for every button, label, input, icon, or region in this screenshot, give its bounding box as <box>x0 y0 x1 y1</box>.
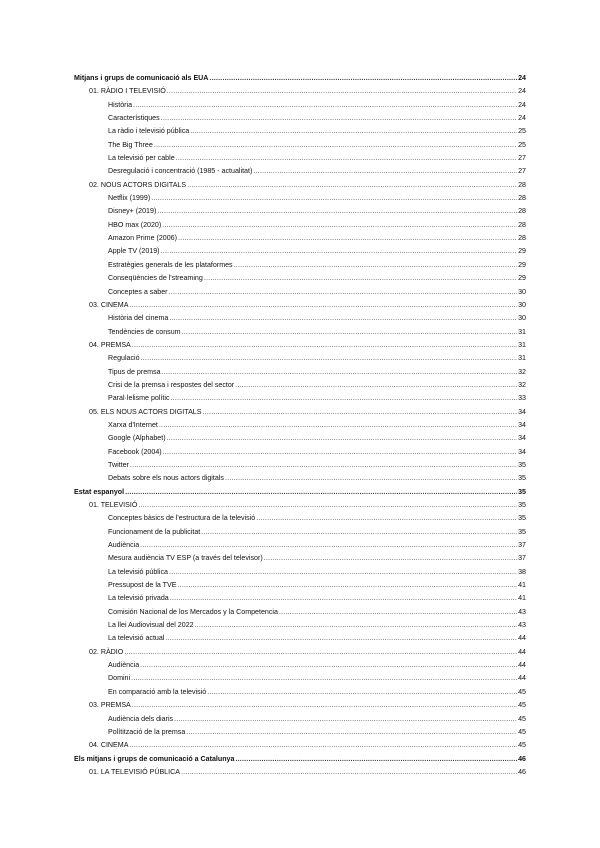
toc-entry-title[interactable]: Història del cinema <box>108 314 169 323</box>
toc-entry-page-number: 35 <box>518 514 526 523</box>
toc-entry-page-number: 35 <box>518 474 526 483</box>
toc-entry-page-number: 41 <box>518 581 526 590</box>
toc-entry-page-number: 28 <box>518 207 526 216</box>
toc-entry-level-3[interactable] <box>74 192 526 205</box>
toc-entry-page-number: 33 <box>518 394 526 403</box>
toc-entry-level-3[interactable] <box>74 713 526 726</box>
dot-leader <box>235 753 517 766</box>
toc-entry-title[interactable]: Tendències de consum <box>108 327 181 336</box>
dot-leader <box>209 72 517 85</box>
toc-entry-level-3[interactable] <box>74 526 526 539</box>
toc-entry-page-number: 35 <box>518 501 526 509</box>
dot-leader <box>133 99 517 112</box>
toc-entry-level-3[interactable] <box>74 219 526 232</box>
toc-entry-page-number: 31 <box>518 327 526 336</box>
toc-entry-page-number: 35 <box>518 460 526 469</box>
toc-entry-level-3[interactable] <box>74 432 526 445</box>
toc-entry-title[interactable]: Audiència <box>108 661 140 670</box>
toc-entry-title[interactable]: La televisió per cable <box>108 154 175 163</box>
toc-entry-title[interactable]: Xarxa d'Internet <box>108 420 158 429</box>
dot-leader <box>162 219 517 232</box>
toc-entry-page-number: 28 <box>518 220 526 229</box>
dot-leader <box>171 392 518 405</box>
toc-entry-page-number: 45 <box>518 714 526 723</box>
dot-leader <box>181 766 517 779</box>
toc-entry-level-3[interactable] <box>74 366 526 379</box>
toc-entry-title[interactable]: Audiència <box>108 541 140 550</box>
dot-leader <box>138 499 517 512</box>
dot-leader <box>169 286 518 299</box>
toc-entry-title[interactable]: 03. PREMSA <box>89 701 131 710</box>
dot-leader <box>161 112 517 125</box>
toc-entry-title[interactable]: Estratègies generals de les plataformes <box>108 260 233 269</box>
toc-entry-title[interactable]: Pressupost de la TVE <box>108 581 177 590</box>
toc-entry-page-number: 28 <box>518 234 526 243</box>
toc-entry-page-number: 37 <box>518 541 526 550</box>
toc-entry-title[interactable]: Conseqüències de l'streaming <box>108 274 203 283</box>
dot-leader <box>169 566 517 579</box>
toc-entry-level-2[interactable] <box>74 299 526 312</box>
toc-entry-page-number: 24 <box>518 100 526 109</box>
toc-entry-title[interactable]: Debats sobre els nous actors digitals <box>108 474 224 483</box>
toc-entry-title[interactable]: Paral·lelisme polític <box>108 394 170 403</box>
toc-entry-page-number: 27 <box>518 154 526 163</box>
dot-leader <box>163 446 517 459</box>
toc-entry-level-1[interactable] <box>74 753 526 766</box>
toc-entry-page-number: 32 <box>518 367 526 376</box>
dot-leader <box>207 686 517 699</box>
toc-entry-level-3[interactable] <box>74 512 526 525</box>
toc-entry-level-3[interactable] <box>74 552 526 565</box>
toc-entry-title[interactable]: Característiques <box>108 114 160 123</box>
dot-leader <box>234 259 518 272</box>
toc-entry-title[interactable]: Facebook (2004) <box>108 447 162 456</box>
toc-entry-level-3[interactable] <box>74 232 526 245</box>
dot-leader <box>204 272 517 285</box>
dot-leader <box>140 539 517 552</box>
toc-entry-page-number: 43 <box>518 621 526 630</box>
toc-entry-level-3[interactable] <box>74 165 526 178</box>
dot-leader <box>169 312 517 325</box>
toc-entry-title[interactable]: La ràdio i televisió pública <box>108 127 190 136</box>
toc-entry-page-number: 45 <box>518 701 526 710</box>
toc-entry-page-number: 29 <box>518 260 526 269</box>
toc-entry-title[interactable]: Disney+ (2019) <box>108 207 157 216</box>
dot-leader <box>256 512 517 525</box>
toc-entry-level-3[interactable] <box>74 686 526 699</box>
dot-leader <box>190 125 517 138</box>
dot-leader <box>141 352 518 365</box>
toc-entry-level-3[interactable] <box>74 272 526 285</box>
toc-entry-page-number: 45 <box>518 727 526 736</box>
toc-entry-page-number: 27 <box>518 167 526 176</box>
toc-entry-page-number: 28 <box>518 194 526 203</box>
dot-leader <box>202 406 517 419</box>
toc-entry-title[interactable]: Audiència dels diaris <box>108 714 174 723</box>
toc-entry-level-2[interactable] <box>74 646 526 659</box>
toc-entry-title[interactable]: Desregulació i concentració (1985 - actualitat) <box>108 167 253 176</box>
toc-entry-level-3[interactable] <box>74 352 526 365</box>
dot-leader <box>225 472 517 485</box>
dot-leader <box>279 606 517 619</box>
toc-entry-title[interactable]: La televisió pública <box>108 567 168 576</box>
toc-entry-title[interactable]: 01. TELEVISIÓ <box>89 501 138 509</box>
dot-leader <box>235 379 517 392</box>
toc-entry-page-number: 24 <box>518 87 526 96</box>
toc-entry-level-3[interactable] <box>74 99 526 112</box>
dot-leader <box>253 165 517 178</box>
toc-entry-title[interactable]: Apple TV (2019) <box>108 247 160 256</box>
toc-entry-level-3[interactable] <box>74 112 526 125</box>
toc-entry-page-number: 45 <box>518 741 526 750</box>
toc-entry-title[interactable]: Regulació <box>108 354 140 363</box>
toc-entry-page-number: 35 <box>518 527 526 536</box>
toc-entry-level-3[interactable] <box>74 446 526 459</box>
toc-entry-page-number: 30 <box>518 287 526 296</box>
toc-entry-page-number: 24 <box>518 114 526 123</box>
toc-entry-title[interactable]: Els mitjans i grups de comunicació a Catalunya <box>74 754 235 763</box>
toc-entry-page-number: 46 <box>518 754 526 763</box>
toc-entry-level-2[interactable] <box>74 699 526 712</box>
toc-entry-page-number: 41 <box>518 594 526 603</box>
toc-entry-level-3[interactable] <box>74 579 526 592</box>
toc-entry-title[interactable]: Twitter <box>108 460 129 469</box>
toc-entry-title[interactable]: Funcionament de la publicitat <box>108 527 201 536</box>
toc-entry-level-3[interactable] <box>74 726 526 739</box>
toc-entry-page-number: 34 <box>518 407 526 416</box>
toc-entry-title[interactable]: Història <box>108 100 133 109</box>
toc-entry-title[interactable]: 02. NOUS ACTORS DIGITALS <box>89 180 187 189</box>
toc-entry-page-number: 24 <box>518 74 526 82</box>
dot-leader <box>187 179 517 192</box>
dot-leader <box>159 419 517 432</box>
toc-entry-page-number: 34 <box>518 420 526 429</box>
toc-entry-title[interactable]: Tipus de premsa <box>108 367 161 376</box>
dot-leader <box>170 592 517 605</box>
toc-entry-title[interactable]: En comparació amb la televisió <box>108 687 207 696</box>
dot-leader <box>174 713 517 726</box>
toc-entry-title[interactable]: Conceptes bàsics de l'estructura de la televisió <box>108 514 256 523</box>
toc-entry-page-number: 35 <box>518 487 526 496</box>
toc-entry-page-number: 44 <box>518 647 526 656</box>
toc-entry-level-2[interactable] <box>74 766 526 779</box>
dot-leader <box>124 646 517 659</box>
toc-entry-page-number: 25 <box>518 127 526 136</box>
toc-entry-level-3[interactable] <box>74 139 526 152</box>
toc-entry-title[interactable]: 05. ELS NOUS ACTORS DIGITALS <box>89 407 202 416</box>
toc-entry-title[interactable]: Estat espanyol <box>74 487 125 496</box>
toc-entry-level-1[interactable] <box>74 486 526 499</box>
toc-entry-page-number: 46 <box>518 767 526 776</box>
toc-entry-title[interactable]: La televisió privada <box>108 594 169 603</box>
toc-entry-page-number: 38 <box>518 567 526 576</box>
dot-leader <box>161 245 518 258</box>
toc-entry-page-number: 43 <box>518 607 526 616</box>
toc-entry-title[interactable]: La llei Audiovisual del 2022 <box>108 621 194 630</box>
toc-entry-level-3[interactable] <box>74 566 526 579</box>
dot-leader <box>177 579 517 592</box>
toc-entry-level-3[interactable] <box>74 125 526 138</box>
toc-entry-level-3[interactable] <box>74 152 526 165</box>
toc-entry-level-3[interactable] <box>74 472 526 485</box>
toc-entry-page-number: 28 <box>518 180 526 189</box>
toc-entry-title[interactable]: The Big Three <box>108 140 153 149</box>
toc-entry-page-number: 29 <box>518 247 526 256</box>
toc-entry-page-number: 34 <box>518 447 526 456</box>
toc-entry-level-3[interactable] <box>74 392 526 405</box>
dot-leader <box>140 659 517 672</box>
toc-entry-page-number: 25 <box>518 140 526 149</box>
dot-leader <box>129 299 517 312</box>
toc-entry-level-3[interactable] <box>74 619 526 632</box>
dot-leader <box>151 192 517 205</box>
dot-leader <box>125 486 517 499</box>
toc-entry-title[interactable]: 04. PREMSA <box>89 340 131 349</box>
toc-entry-title[interactable]: 01. LA TELEVISIÓ PÚBLICA <box>89 767 180 776</box>
toc-entry-page-number: 31 <box>518 354 526 363</box>
toc-entry-title[interactable]: Crisi de la premsa i respostes del sector <box>108 380 235 389</box>
toc-entry-level-3[interactable] <box>74 205 526 218</box>
toc-entry-page-number: 44 <box>518 674 526 683</box>
toc-entry-level-3[interactable] <box>74 379 526 392</box>
toc-entry-level-2[interactable] <box>74 339 526 352</box>
toc-entry-page-number: 44 <box>518 661 526 670</box>
toc-entry-title[interactable]: Polítització de la premsa <box>108 727 186 736</box>
dot-leader <box>178 232 517 245</box>
toc-entry-level-3[interactable] <box>74 245 526 258</box>
toc-entry-level-3[interactable] <box>74 539 526 552</box>
toc-entry-title[interactable]: Conceptes a saber <box>108 287 168 296</box>
toc-entry-page-number: 34 <box>518 434 526 443</box>
toc-entry-title[interactable]: Amazon Prime (2006) <box>108 234 177 243</box>
toc-entry-page-number: 30 <box>518 314 526 323</box>
dot-leader <box>162 366 518 379</box>
toc-entry-level-3[interactable] <box>74 326 526 339</box>
toc-entry-title[interactable]: 03. CINEMA <box>89 300 129 309</box>
toc-entry-title[interactable]: 02. RÀDIO <box>89 647 124 656</box>
toc-entry-level-3[interactable] <box>74 672 526 685</box>
toc-entry-level-2[interactable] <box>74 739 526 752</box>
dot-leader <box>195 619 518 632</box>
toc-entry-level-3[interactable] <box>74 632 526 645</box>
toc-entry-level-3[interactable] <box>74 459 526 472</box>
toc-entry-level-2[interactable] <box>74 499 526 512</box>
toc-entry-title[interactable]: Domini <box>108 674 131 683</box>
dot-leader <box>157 205 517 218</box>
toc-entry-page-number: 29 <box>518 274 526 283</box>
dot-leader <box>264 552 517 565</box>
toc-entry-level-2[interactable] <box>74 406 526 419</box>
toc-entry-page-number: 32 <box>518 380 526 389</box>
toc-entry-page-number: 30 <box>518 300 526 309</box>
dot-leader <box>129 739 517 752</box>
dot-leader <box>130 459 517 472</box>
dot-leader <box>165 632 517 645</box>
toc-entry-level-3[interactable] <box>74 312 526 325</box>
dot-leader <box>131 672 517 685</box>
dot-leader <box>132 339 517 352</box>
toc-entry-level-3[interactable] <box>74 286 526 299</box>
toc-entry-level-3[interactable] <box>74 606 526 619</box>
toc-entry-page-number: 37 <box>518 554 526 563</box>
toc-entry-page-number: 31 <box>518 340 526 349</box>
toc-entry-level-1[interactable] <box>74 72 526 85</box>
toc-entry-level-3[interactable] <box>74 659 526 672</box>
dot-leader <box>167 432 518 445</box>
toc-entry-title[interactable]: Mesura audiència TV ESP (a través del televisor) <box>108 554 263 563</box>
toc-entry-level-3[interactable] <box>74 259 526 272</box>
toc-entry-title[interactable]: 01. RÀDIO I TELEVISIÓ <box>89 87 166 96</box>
dot-leader <box>132 699 517 712</box>
toc-entry-title[interactable]: 04. CINEMA <box>89 741 129 750</box>
dot-leader <box>176 152 517 165</box>
toc-entry-level-3[interactable] <box>74 592 526 605</box>
toc-entry-page-number: 44 <box>518 634 526 643</box>
dot-leader <box>201 526 517 539</box>
toc-entry-level-2[interactable] <box>74 179 526 192</box>
dot-leader <box>154 139 517 152</box>
toc-entry-level-2[interactable] <box>74 85 526 98</box>
table-of-contents <box>74 72 526 779</box>
toc-entry-title[interactable]: Comisión Nacional de los Mercados y la Competencia <box>108 607 278 616</box>
toc-entry-title[interactable]: HBO max (2020) <box>108 220 162 229</box>
dot-leader <box>182 326 518 339</box>
toc-entry-title[interactable]: La televisió actual <box>108 634 165 643</box>
dot-leader <box>186 726 517 739</box>
toc-entry-title[interactable]: Netflix (1999) <box>108 194 151 203</box>
toc-entry-page-number: 45 <box>518 687 526 696</box>
toc-entry-title[interactable]: Google (Alphabet) <box>108 434 166 443</box>
toc-entry-level-3[interactable] <box>74 419 526 432</box>
dot-leader <box>167 85 517 98</box>
toc-entry-title[interactable]: Mitjans i grups de comunicació als EUA <box>74 74 209 82</box>
